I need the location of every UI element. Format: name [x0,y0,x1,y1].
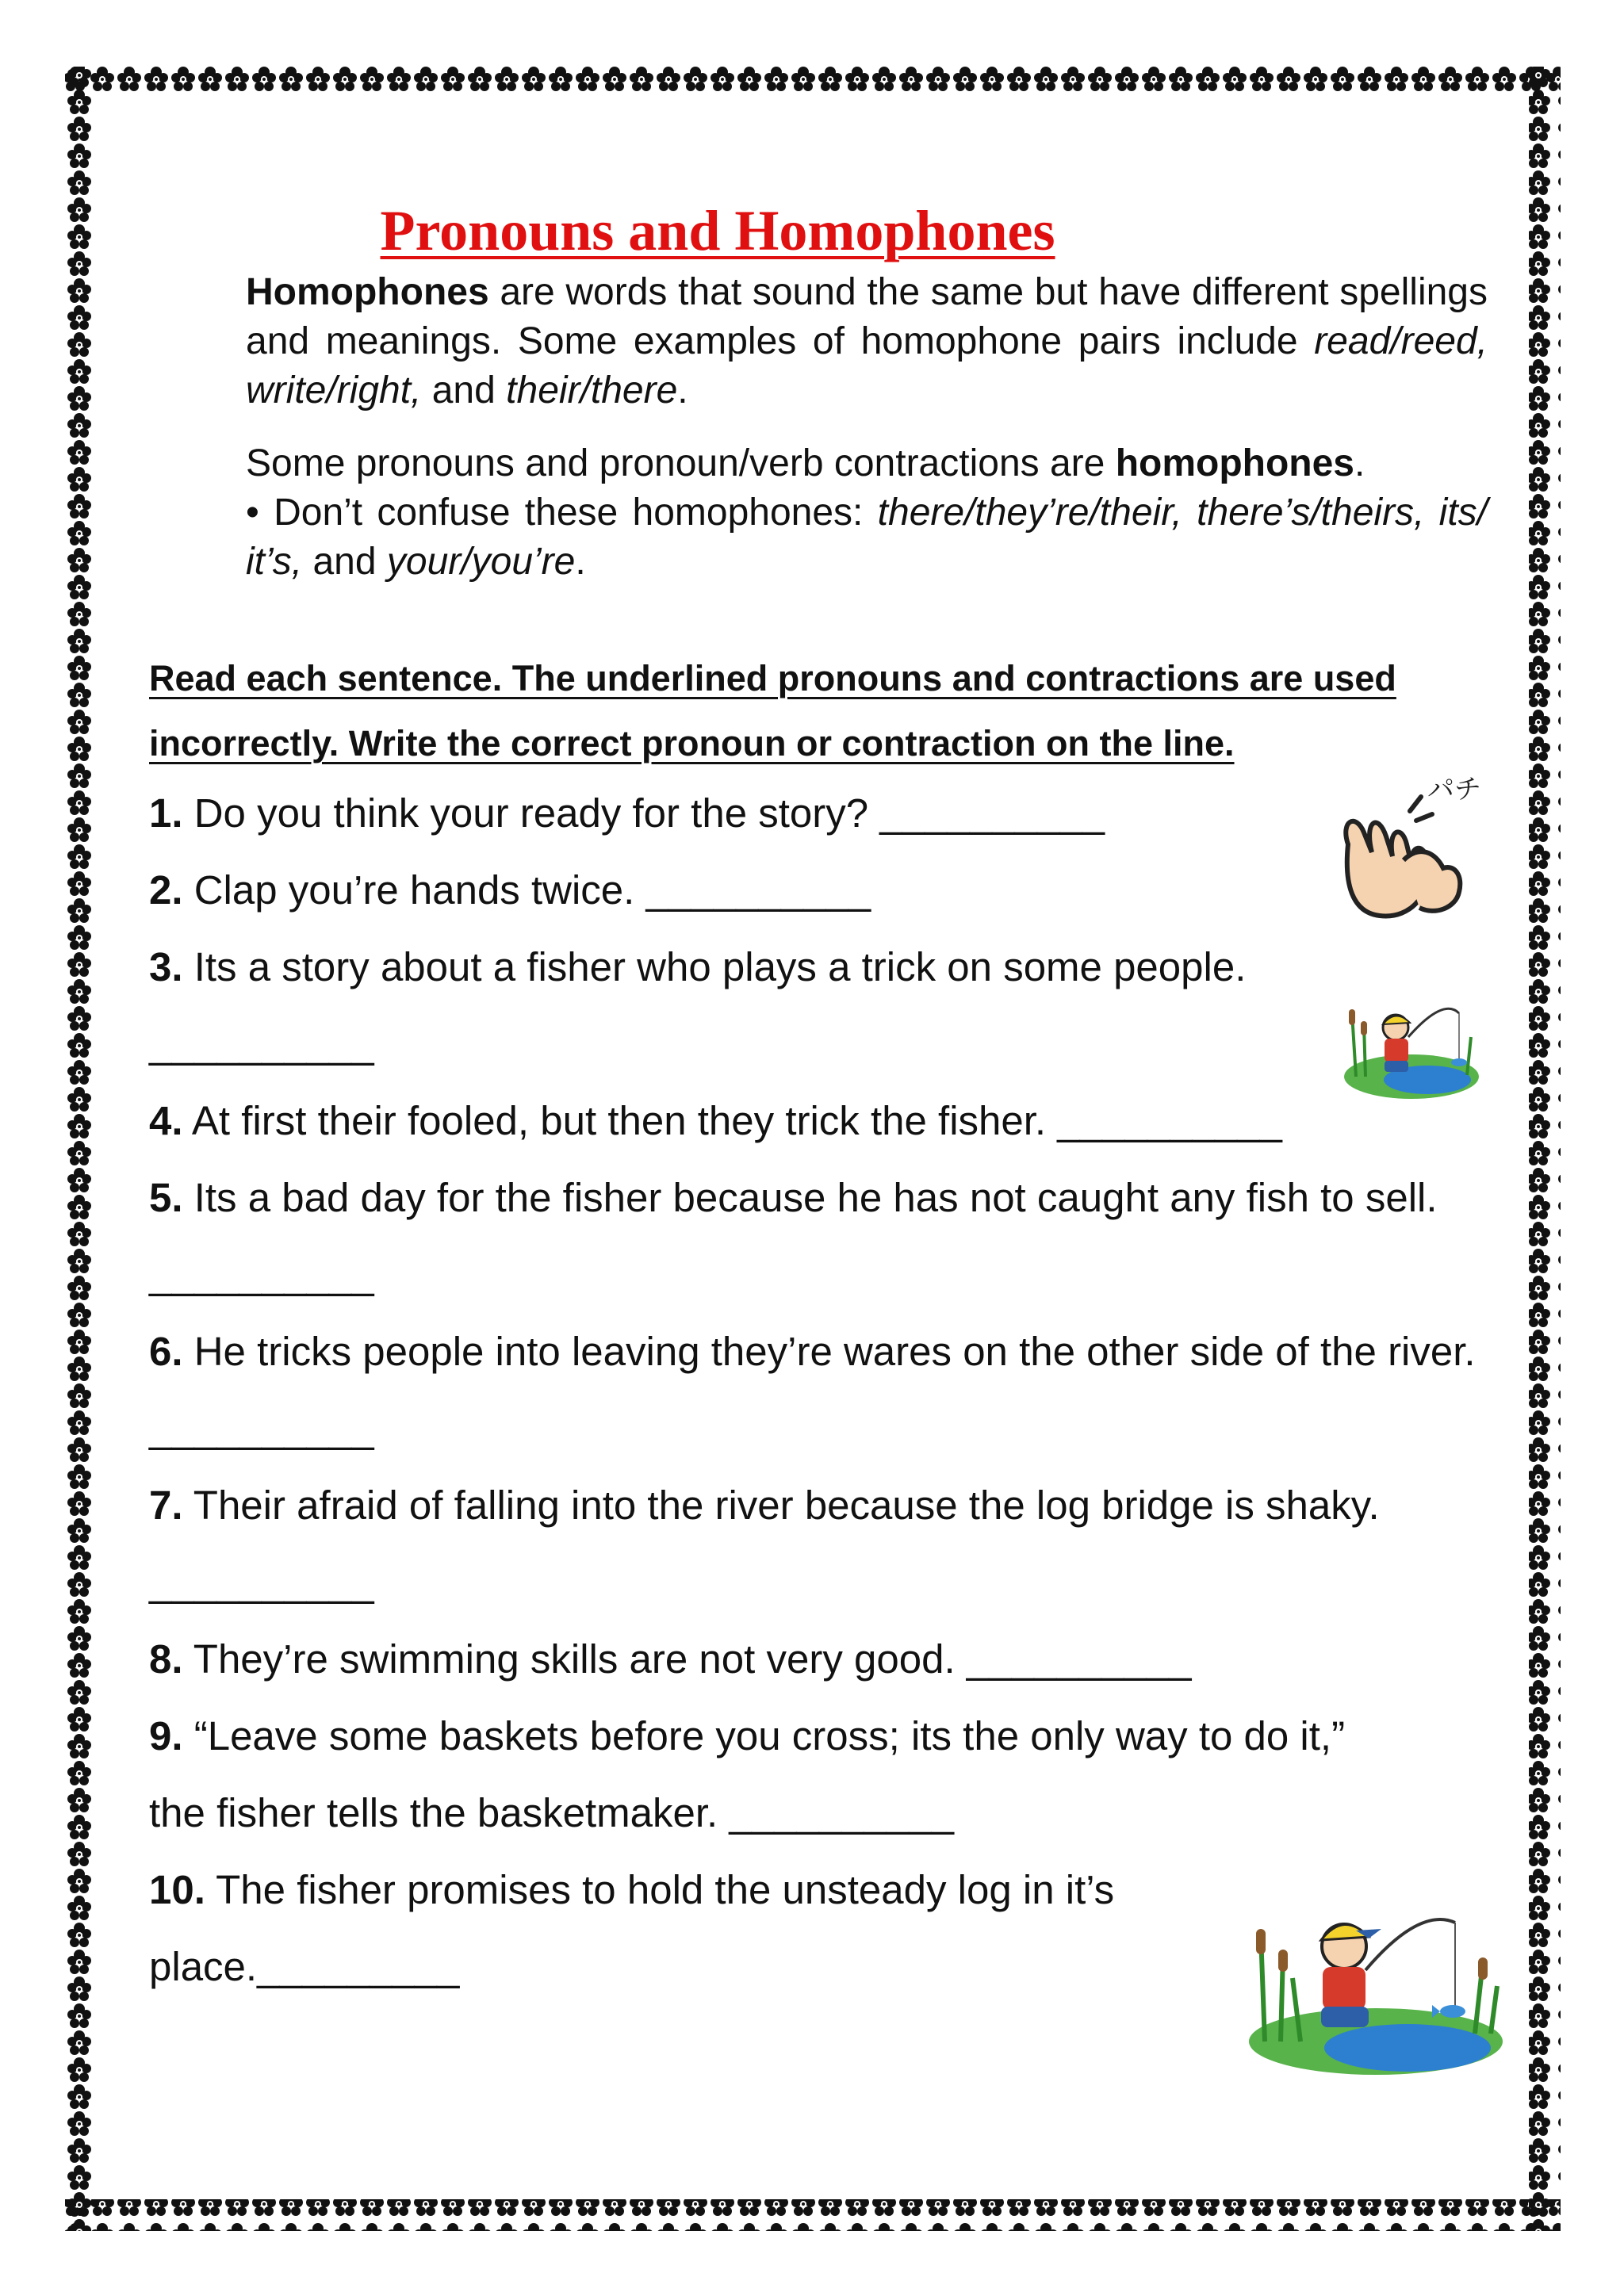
question-number: 9. [149,1713,183,1758]
question-text: The fisher promises to hold the unsteady log in it’s place._________ [149,1867,1115,1989]
question-number: 6. [149,1329,183,1374]
bullet-text: Don’t confuse these homophones: [259,492,878,534]
question-text: Do you think your ready for the story? __________ [182,790,1105,836]
instructions: Read each sentence. The underlined pronouns and contractions are used incorrectly. Write the correct pronoun or contraction on the line. [149,658,1396,763]
question-3 [149,928,1362,1082]
page-title: Pronouns and Homophones [380,199,1055,262]
definition-text: are words that sound the same but have different spellings and meanings. Some examples of homophone pairs include [246,271,1488,362]
question-7 [149,1467,1513,1621]
period-1: . [677,369,688,411]
homophones-term: Homophones [246,271,489,313]
question-number: 5. [149,1175,183,1220]
period-3: . [575,541,586,583]
question-text: At first their fooled, but then they trick the fisher. __________ [182,1098,1282,1143]
question-text: Its a bad day for the fisher because he has not caught any fish to sell. __________ [149,1175,1438,1297]
question-list [149,775,1489,2005]
fishing-boy-small-icon [1340,989,1483,1100]
homophones-bold: homophones [1115,442,1354,484]
question-number: 10. [149,1867,205,1912]
question-text: He tricks people into leaving they’re wares on the other side of the river. __________ [149,1329,1476,1451]
question-1 [149,775,1323,851]
confusable-list-1: there/they’re/their, there’s/theirs, its/ it’s, [246,492,1488,583]
question-5 [149,1159,1497,1313]
example-pairs-1: read/reed, write/right, [246,320,1488,411]
question-number: 2. [149,867,183,913]
question-number: 8. [149,1636,183,1682]
question-number: 7. [149,1483,183,1528]
period-2: . [1354,442,1365,484]
bullet-icon: • [246,492,259,534]
question-9 [149,1697,1370,1851]
question-number: 4. [149,1098,183,1143]
pronoun-note [246,439,1488,488]
and-text-2: and [302,541,387,583]
question-text: They’re swimming skills are not very good. __________ [182,1636,1192,1682]
confusable-list-2: your/you’re [386,541,576,583]
intro-section [246,268,1488,587]
question-text: “Leave some baskets before you cross; its the only way to do it,” the fisher tells the basketmaker. __________ [149,1713,1346,1835]
example-pairs-2: their/there [506,369,678,411]
question-text: Their afraid of falling into the river because the log bridge is shaky. __________ [149,1483,1380,1605]
question-10 [149,1851,1228,2005]
question-6 [149,1313,1497,1467]
pronoun-note-text: Some pronouns and pronoun/verb contractions are [246,442,1116,484]
question-text: Its a story about a fisher who plays a trick on some people. __________ [149,944,1247,1066]
bullet-note [246,488,1488,587]
question-2 [149,851,1323,928]
homophone-definition [246,268,1488,415]
and-text-1: and [421,369,507,411]
fishing-boy-large-icon [1245,1891,1507,2081]
question-4 [149,1082,1362,1159]
clapping-hands-icon [1316,765,1491,924]
clap-label: パチ [1427,774,1481,806]
question-8 [149,1621,1418,1697]
question-number: 1. [149,790,183,836]
question-number: 3. [149,944,183,989]
question-text: Clap you’re hands twice. __________ [182,867,871,913]
